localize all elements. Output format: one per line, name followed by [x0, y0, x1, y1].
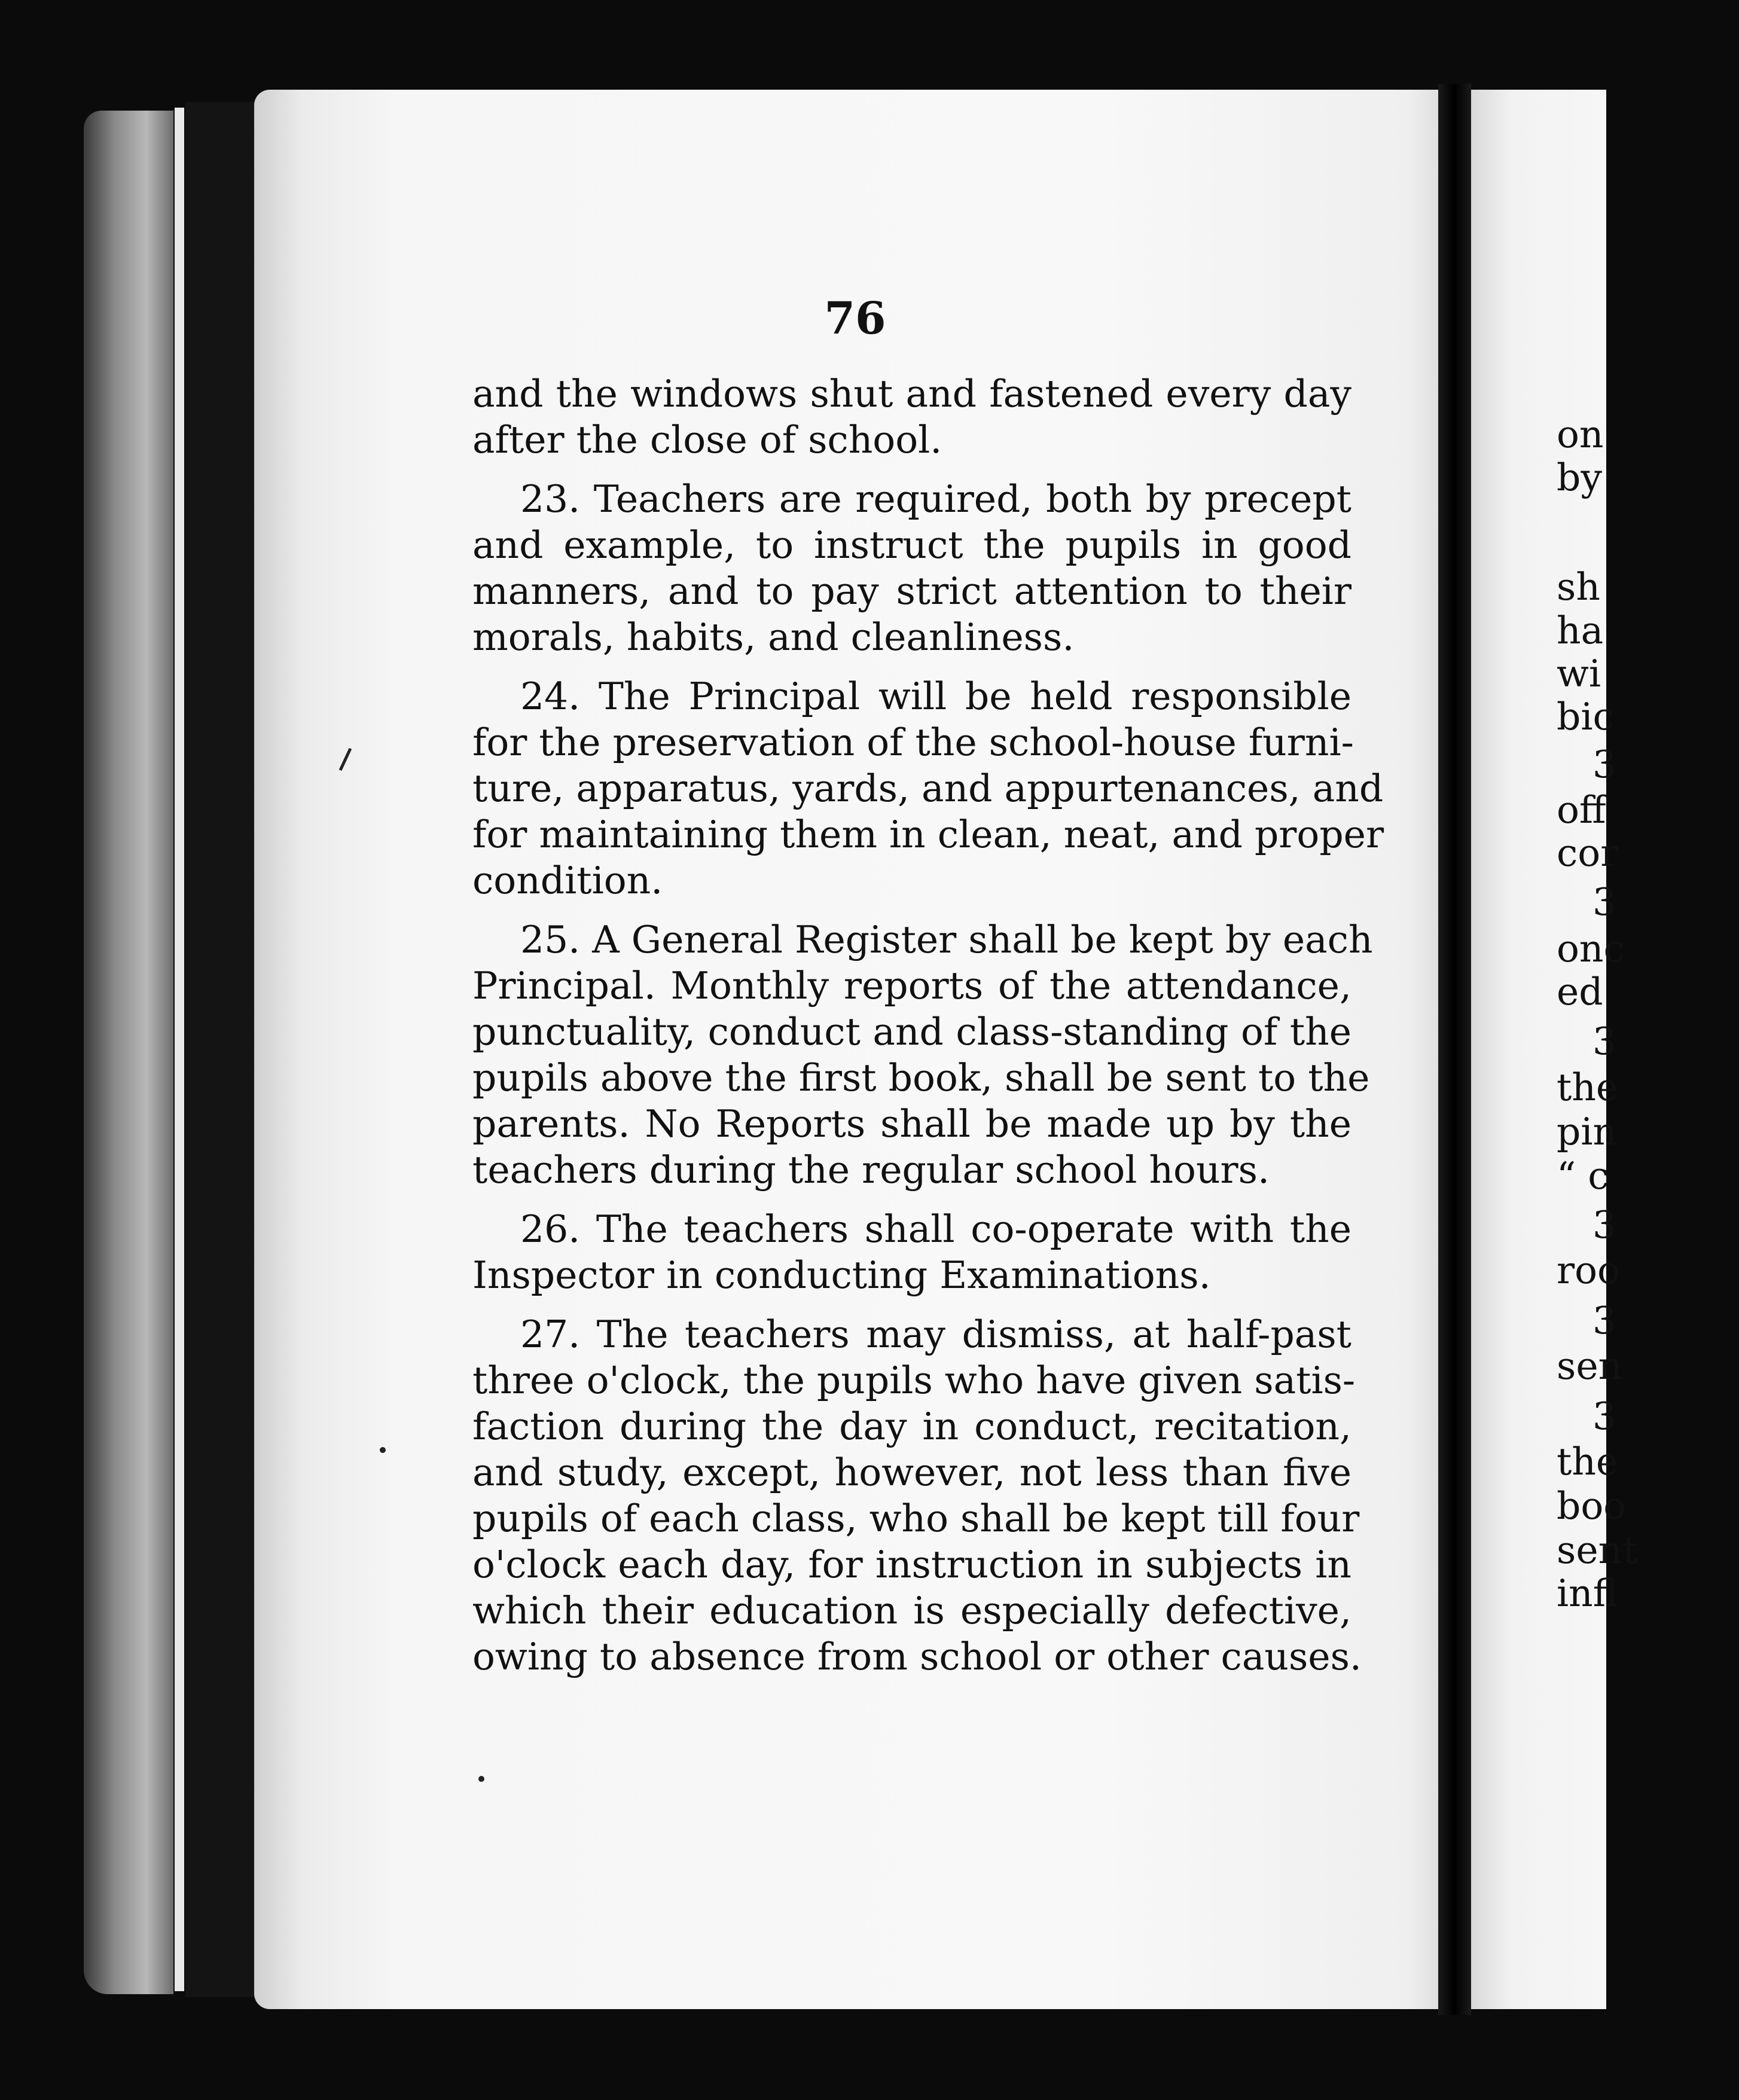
text-fragment: bic — [1557, 695, 1614, 738]
text-fragment: pin — [1557, 1110, 1618, 1153]
text-line: 23. Teachers are required, both by precept — [520, 477, 1351, 521]
text-line: and the windows shut and fastened every day — [472, 372, 1351, 416]
margin-dot-mark — [478, 1776, 484, 1782]
text-line: Inspector in conducting Examinations. — [472, 1253, 1211, 1297]
right-facing-page — [1471, 90, 1638, 2009]
left-page — [254, 90, 1456, 2009]
text-fragment: the — [1557, 1440, 1619, 1484]
paragraph-rule-24 — [472, 673, 1384, 904]
page-edge-line — [175, 108, 184, 1991]
text-line: punctuality, conduct and class-standing of the — [472, 1010, 1351, 1054]
text-fragment: infl — [1557, 1571, 1618, 1615]
text-line: for maintaining them in clean, neat, and proper — [472, 813, 1384, 856]
text-line: 27. The teachers may dismiss, at half-past — [520, 1312, 1351, 1356]
text-fragment: sent — [1557, 1528, 1638, 1572]
body-text — [472, 371, 1384, 1680]
text-fragment: sh — [1557, 565, 1600, 609]
text-line: morals, habits, and cleanliness. — [472, 615, 1075, 659]
text-line: 26. The teachers shall co-operate with the — [520, 1207, 1351, 1251]
text-line: pupils above the first book, shall be sent to the — [472, 1056, 1370, 1100]
paragraph-rule-27 — [472, 1311, 1362, 1680]
text-fragment: the — [1557, 1066, 1619, 1109]
text-fragment: by — [1557, 456, 1602, 499]
text-fragment: ed — [1557, 970, 1603, 1014]
text-fragment: ha — [1557, 609, 1604, 652]
text-line: condition. — [472, 859, 663, 902]
text-fragment: cor — [1557, 831, 1619, 875]
text-line: and study, except, however, not less than five — [472, 1451, 1351, 1494]
book-spine-shadow — [185, 102, 257, 1997]
text-line: manners, and to pay strict attention to their — [472, 569, 1351, 613]
text-fragment: 3 — [1592, 743, 1617, 786]
text-fragment: 3 — [1592, 1203, 1617, 1247]
text-fragment: on — [1557, 413, 1604, 456]
margin-dot-mark — [380, 1447, 386, 1453]
text-fragment: 3 — [1592, 1299, 1617, 1342]
text-line: owing to absence from school or other causes. — [472, 1635, 1362, 1678]
text-line: faction during the day in conduct, recitation, — [472, 1405, 1351, 1448]
text-line: o'clock each day, for instruction in subjects in — [472, 1543, 1351, 1586]
text-line: 25. A General Register shall be kept by each — [520, 918, 1373, 962]
text-line: pupils of each class, who shall be kept till four — [472, 1497, 1360, 1540]
text-fragment: onc — [1557, 927, 1625, 970]
text-line: parents. No Reports shall be made up by the — [472, 1102, 1351, 1146]
text-line: after the close of school. — [472, 418, 942, 462]
paragraph-continuation — [472, 371, 1351, 463]
text-fragment: “ c — [1557, 1154, 1609, 1198]
text-line: three o'clock, the pupils who have given satis- — [472, 1359, 1356, 1402]
book-edge — [84, 111, 173, 1994]
page-number: 76 — [824, 293, 886, 344]
text-line: and example, to instruct the pupils in good — [472, 523, 1351, 567]
text-fragment: 3 — [1592, 1394, 1617, 1438]
text-line: Principal. Monthly reports of the attendance, — [472, 964, 1351, 1008]
text-fragment: sen — [1557, 1344, 1623, 1388]
text-fragment: boo — [1557, 1484, 1627, 1528]
text-line: ture, apparatus, yards, and appurtenances, and — [472, 767, 1384, 810]
text-line: 24. The Principal will be held responsible — [520, 674, 1351, 718]
paragraph-rule-25 — [472, 917, 1373, 1193]
paragraph-rule-23 — [472, 476, 1351, 660]
text-fragment: off — [1557, 788, 1606, 832]
text-line: which their education is especially defective, — [472, 1589, 1351, 1632]
text-line: for the preservation of the school-house furni- — [472, 721, 1354, 764]
text-line: teachers during the regular school hours. — [472, 1148, 1270, 1192]
text-fragment: 3 — [1592, 1020, 1617, 1063]
text-fragment: 3 — [1592, 880, 1617, 924]
book-gutter — [1438, 84, 1471, 2015]
text-fragment: wi — [1557, 652, 1601, 695]
text-fragment: roo — [1557, 1249, 1620, 1292]
margin-pencil-mark — [339, 748, 352, 771]
paragraph-rule-26 — [472, 1206, 1351, 1298]
